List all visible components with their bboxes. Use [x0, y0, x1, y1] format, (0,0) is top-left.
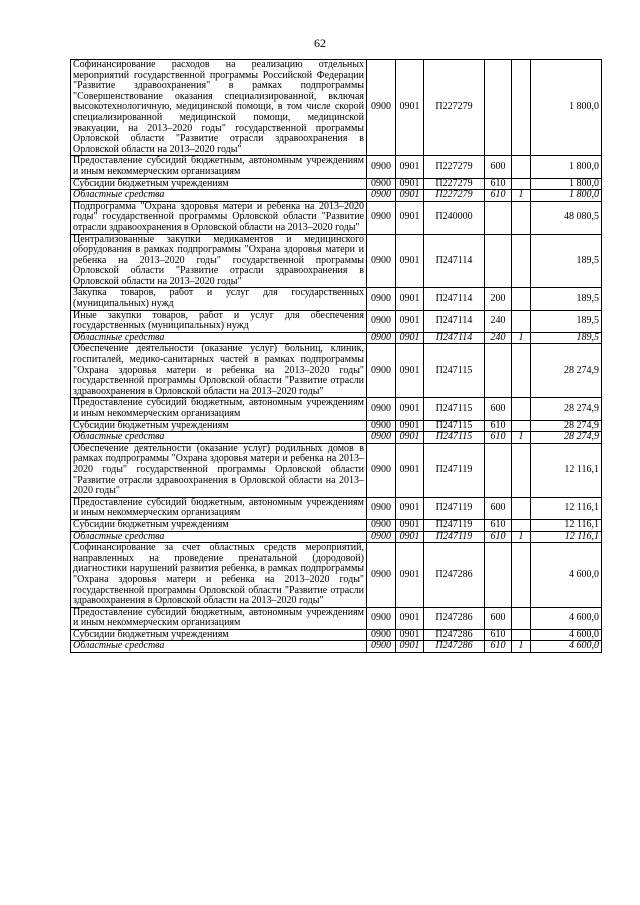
subsection-code: 0901 [396, 607, 424, 629]
subsection-code: 0901 [396, 344, 424, 398]
table-row [71, 201, 602, 234]
row-description: Предоставление субсидий бюджетным, автономным учреждениям и иным некоммерческим организациям [71, 156, 367, 178]
subsection-code: 0901 [396, 332, 424, 344]
subsection-code: 0901 [396, 629, 424, 641]
amount: 189,5 [531, 234, 602, 288]
budget-table-body [71, 60, 602, 653]
subsection-code: 0901 [396, 201, 424, 234]
amount: 189,5 [531, 332, 602, 344]
table-row [71, 420, 602, 432]
amount: 12 116,1 [531, 497, 602, 519]
expense-type-code [485, 443, 512, 497]
section-code: 0900 [367, 641, 396, 653]
table-row [71, 156, 602, 178]
section-code: 0900 [367, 432, 396, 444]
row-description: Областные средства [71, 641, 367, 653]
expense-type-code: 600 [485, 398, 512, 420]
table-row-regional-funds [71, 641, 602, 653]
amount: 12 116,1 [531, 531, 602, 543]
target-article-code: П247114 [424, 234, 485, 288]
subsection-code: 0901 [396, 288, 424, 310]
amount: 1 800,0 [531, 178, 602, 190]
row-description: Субсидии бюджетным учреждениям [71, 420, 367, 432]
subsection-code: 0901 [396, 234, 424, 288]
target-article-code: П247286 [424, 629, 485, 641]
amount: 1 800,0 [531, 190, 602, 202]
subsection-code: 0901 [396, 443, 424, 497]
table-row-regional-funds [71, 332, 602, 344]
table-row-regional-funds [71, 190, 602, 202]
table-row [71, 288, 602, 310]
table-row [71, 519, 602, 531]
row-description: Предоставление субсидий бюджетным, автономным учреждениям и иным некоммерческим организациям [71, 497, 367, 519]
expense-type-code: 600 [485, 607, 512, 629]
subsection-code: 0901 [396, 310, 424, 332]
expense-type-code: 240 [485, 310, 512, 332]
section-code: 0900 [367, 519, 396, 531]
amount: 1 800,0 [531, 60, 602, 156]
subsection-code: 0901 [396, 519, 424, 531]
target-article-code: П247119 [424, 497, 485, 519]
expense-type-code: 240 [485, 332, 512, 344]
expense-type-code [485, 60, 512, 156]
row-description: Иные закупки товаров, работ и услуг для обеспечения государственных (муниципальных) нужд [71, 310, 367, 332]
expense-type-code: 610 [485, 641, 512, 653]
amount: 1 800,0 [531, 156, 602, 178]
amount: 28 274,9 [531, 432, 602, 444]
section-code: 0900 [367, 190, 396, 202]
expense-type-code: 610 [485, 420, 512, 432]
target-article-code: П247115 [424, 398, 485, 420]
expense-type-code: 600 [485, 497, 512, 519]
section-code: 0900 [367, 443, 396, 497]
target-article-code: П247286 [424, 543, 485, 608]
expense-type-code: 610 [485, 190, 512, 202]
table-row [71, 543, 602, 608]
expense-type-code: 610 [485, 178, 512, 190]
section-code: 0900 [367, 398, 396, 420]
expense-type-code [485, 344, 512, 398]
funding-source-code [512, 607, 531, 629]
funding-source-code [512, 288, 531, 310]
table-row [71, 443, 602, 497]
target-article-code: П247115 [424, 432, 485, 444]
funding-source-code: 1 [512, 531, 531, 543]
amount: 4 600,0 [531, 641, 602, 653]
funding-source-code [512, 178, 531, 190]
funding-source-code [512, 310, 531, 332]
subsection-code: 0901 [396, 156, 424, 178]
row-description: Обеспечение деятельности (оказание услуг) больниц, клиник, госпиталей, медико-санитарных частей в рамках подпрограммы "Охрана здоровья матери и ребенка на 2013–2020 годы" государственной программы Орловской области "Развитие отрасли здравоохранения в Орловской области на 2013–2020 годы" [71, 344, 367, 398]
table-row [71, 60, 602, 156]
funding-source-code: 1 [512, 432, 531, 444]
subsection-code: 0901 [396, 432, 424, 444]
target-article-code: П247119 [424, 531, 485, 543]
section-code: 0900 [367, 60, 396, 156]
section-code: 0900 [367, 178, 396, 190]
subsection-code: 0901 [396, 178, 424, 190]
expense-type-code: 610 [485, 629, 512, 641]
section-code: 0900 [367, 607, 396, 629]
funding-source-code [512, 543, 531, 608]
amount: 12 116,1 [531, 443, 602, 497]
amount: 12 116,1 [531, 519, 602, 531]
subsection-code: 0901 [396, 641, 424, 653]
section-code: 0900 [367, 156, 396, 178]
row-description: Субсидии бюджетным учреждениям [71, 178, 367, 190]
subsection-code: 0901 [396, 190, 424, 202]
amount: 189,5 [531, 310, 602, 332]
section-code: 0900 [367, 332, 396, 344]
amount: 48 080,5 [531, 201, 602, 234]
table-row [71, 344, 602, 398]
row-description: Предоставление субсидий бюджетным, автономным учреждениям и иным некоммерческим организациям [71, 607, 367, 629]
expense-type-code: 200 [485, 288, 512, 310]
amount: 4 600,0 [531, 543, 602, 608]
table-row [71, 310, 602, 332]
funding-source-code [512, 234, 531, 288]
amount: 28 274,9 [531, 420, 602, 432]
section-code: 0900 [367, 497, 396, 519]
row-description: Субсидии бюджетным учреждениям [71, 519, 367, 531]
row-description: Обеспечение деятельности (оказание услуг) родильных домов в рамках подпрограммы "Охрана здоровья матери и ребенка на 2013–2020 годы" государственной программы Орловской области "Развитие отрасли здравоохранения в Орловской области на 2013–2020 годы" [71, 443, 367, 497]
funding-source-code [512, 420, 531, 432]
table-row [71, 607, 602, 629]
expense-type-code [485, 543, 512, 608]
amount: 28 274,9 [531, 398, 602, 420]
section-code: 0900 [367, 201, 396, 234]
table-row [71, 178, 602, 190]
section-code: 0900 [367, 288, 396, 310]
section-code: 0900 [367, 531, 396, 543]
funding-source-code [512, 201, 531, 234]
subsection-code: 0901 [396, 60, 424, 156]
funding-source-code: 1 [512, 641, 531, 653]
expense-type-code: 610 [485, 519, 512, 531]
table-row [71, 497, 602, 519]
row-description: Областные средства [71, 531, 367, 543]
amount: 4 600,0 [531, 607, 602, 629]
row-description: Закупка товаров, работ и услуг для государственных (муниципальных) нужд [71, 288, 367, 310]
table-row [71, 629, 602, 641]
amount: 189,5 [531, 288, 602, 310]
target-article-code: П247114 [424, 310, 485, 332]
section-code: 0900 [367, 543, 396, 608]
expense-type-code: 610 [485, 432, 512, 444]
target-article-code: П227279 [424, 156, 485, 178]
row-description: Централизованные закупки медикаментов и медицинского оборудования в рамках подпрограммы "Охрана здоровья матери и ребенка на 2013–2020 годы" государственной программы Орловской области "Развитие отрасли здравоохранения в Орловской области на 2013–2020 годы" [71, 234, 367, 288]
row-description: Областные средства [71, 332, 367, 344]
table-row [71, 234, 602, 288]
target-article-code: П247115 [424, 344, 485, 398]
row-description: Софинансирование расходов на реализацию отдельных мероприятий государственной программы Российской Федерации "Развитие здравоохранения" в рамках подпрограммы "Совершенствование оказания специализированной, включая высокотехнологичную, медицинской помощи, в том числе скорой специализированной медицинской помощи, медицинской эвакуации, на 2013–2020 годы" государственной программы Орловской области "Развитие отрасли здравоохранения в Орловской области на 2013–2020 годы" [71, 60, 367, 156]
target-article-code: П240000 [424, 201, 485, 234]
section-code: 0900 [367, 420, 396, 432]
table-row-regional-funds [71, 432, 602, 444]
table-row-regional-funds [71, 531, 602, 543]
target-article-code: П247286 [424, 607, 485, 629]
funding-source-code: 1 [512, 332, 531, 344]
funding-source-code [512, 156, 531, 178]
expense-type-code [485, 234, 512, 288]
funding-source-code [512, 398, 531, 420]
target-article-code: П227279 [424, 178, 485, 190]
section-code: 0900 [367, 310, 396, 332]
target-article-code: П227279 [424, 190, 485, 202]
table-row [71, 398, 602, 420]
row-description: Софинансирование за счет областных средств мероприятий, направленных на проведение пренатальной (дородовой) диагностики нарушений развития ребенка, в рамках подпрограммы "Охрана здоровья матери и ребенка на 2013–2020 годы" государственной программы Орловской области "Развитие отрасли здравоохранения в Орловской области на 2013–2020 годы" [71, 543, 367, 608]
page-number: 62 [314, 36, 326, 50]
row-description: Областные средства [71, 190, 367, 202]
amount: 4 600,0 [531, 629, 602, 641]
target-article-code: П247115 [424, 420, 485, 432]
expense-type-code [485, 201, 512, 234]
funding-source-code: 1 [512, 190, 531, 202]
row-description: Предоставление субсидий бюджетным, автономным учреждениям и иным некоммерческим организациям [71, 398, 367, 420]
funding-source-code [512, 629, 531, 641]
section-code: 0900 [367, 344, 396, 398]
funding-source-code [512, 497, 531, 519]
row-description: Субсидии бюджетным учреждениям [71, 629, 367, 641]
subsection-code: 0901 [396, 497, 424, 519]
target-article-code: П247286 [424, 641, 485, 653]
funding-source-code [512, 344, 531, 398]
target-article-code: П227279 [424, 60, 485, 156]
section-code: 0900 [367, 629, 396, 641]
row-description: Подпрограмма "Охрана здоровья матери и ребенка на 2013–2020 годы" государственной программы Орловской области "Развитие отрасли здравоохранения в Орловской области на 2013–2020 годы" [71, 201, 367, 234]
section-code: 0900 [367, 234, 396, 288]
expense-type-code: 610 [485, 531, 512, 543]
target-article-code: П247119 [424, 519, 485, 531]
funding-source-code [512, 519, 531, 531]
funding-source-code [512, 443, 531, 497]
subsection-code: 0901 [396, 531, 424, 543]
target-article-code: П247114 [424, 288, 485, 310]
subsection-code: 0901 [396, 398, 424, 420]
row-description: Областные средства [71, 432, 367, 444]
budget-table [70, 59, 602, 653]
funding-source-code [512, 60, 531, 156]
target-article-code: П247114 [424, 332, 485, 344]
subsection-code: 0901 [396, 543, 424, 608]
target-article-code: П247119 [424, 443, 485, 497]
amount: 28 274,9 [531, 344, 602, 398]
expense-type-code: 600 [485, 156, 512, 178]
subsection-code: 0901 [396, 420, 424, 432]
